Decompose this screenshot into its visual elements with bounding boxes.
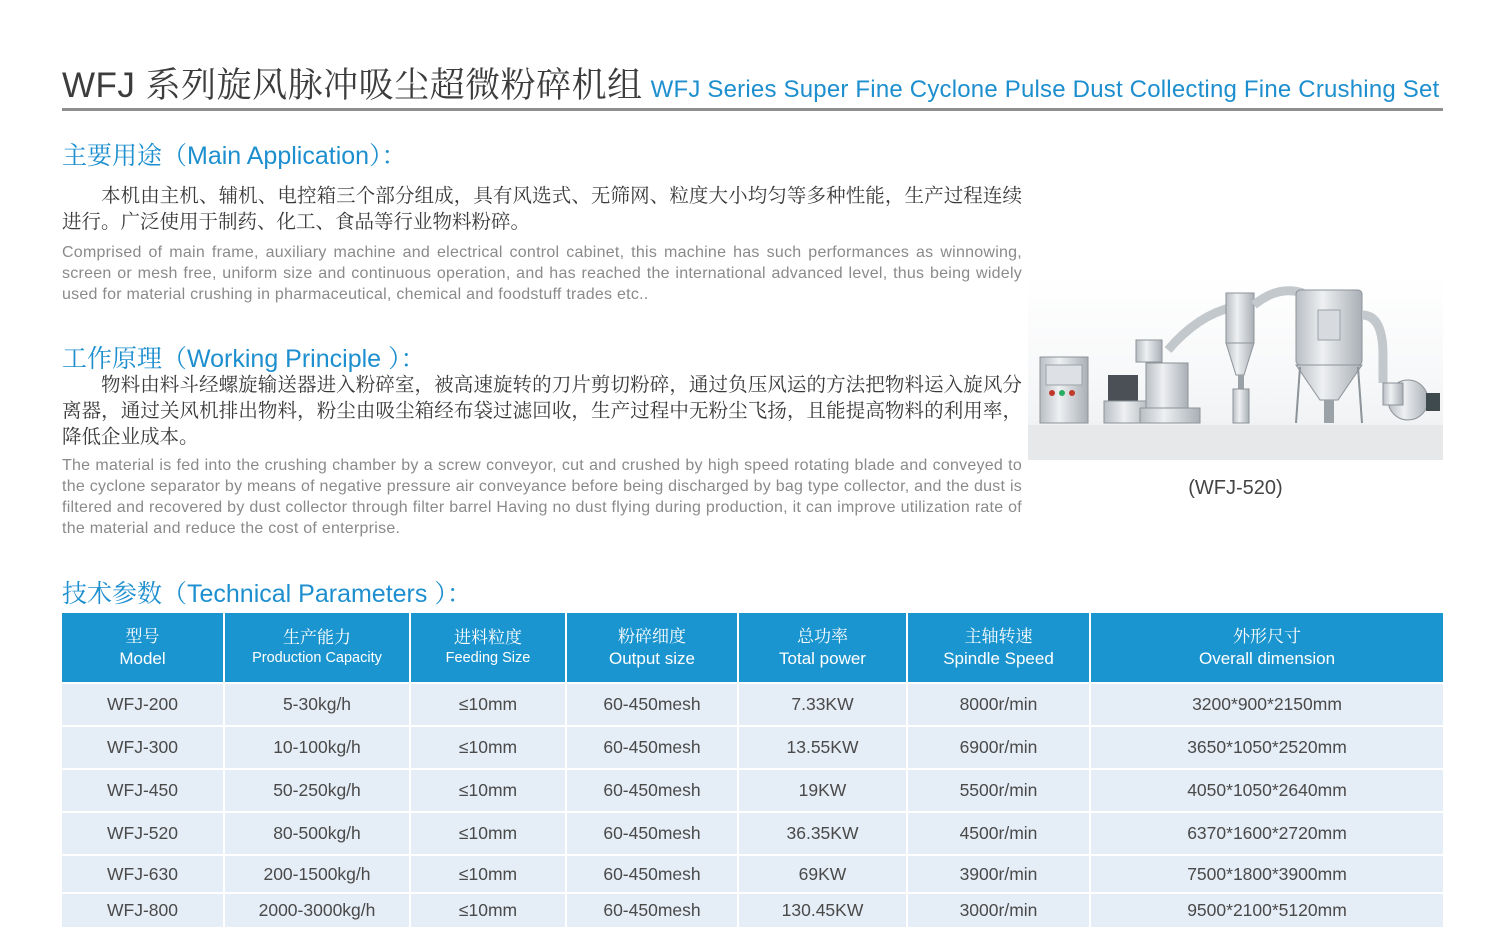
col-header-capacity: 生产能力 Production Capacity	[224, 613, 410, 683]
cell-output-size: 60-450mesh	[566, 812, 738, 855]
title-zh: WFJ 系列旋风脉冲吸尘超微粉碎机组	[62, 66, 643, 105]
cell-model: WFJ-630	[62, 855, 224, 893]
image-caption: (WFJ-520)	[1188, 477, 1283, 499]
cell-total-power: 130.45KW	[738, 893, 907, 927]
page-title	[62, 58, 1443, 105]
cell-output-size: 60-450mesh	[566, 726, 738, 769]
col-header-model: 型号 Model	[62, 613, 224, 683]
cell-total-power: 13.55KW	[738, 726, 907, 769]
parameters-table	[62, 613, 1443, 927]
cell-spindle-speed: 4500r/min	[907, 812, 1090, 855]
cell-output-size: 60-450mesh	[566, 855, 738, 893]
title-en: WFJ Series Super Fine Cyclone Pulse Dust Collecting Fine Crushing Set	[650, 76, 1440, 103]
cell-capacity: 10-100kg/h	[224, 726, 410, 769]
working-principle-zh: 物料由料斗经螺旋输送器进入粉碎室，被高速旋转的刀片剪切粉碎，通过负压风运的方法把物料运入旋风分离器，通过关风机排出物料，粉尘由吸尘箱经布袋过滤回收，生产过程中无粉尘飞扬，且能提高物料的利用率，降低企业成本。	[62, 374, 1022, 448]
cell-overall-dimension: 3650*1050*2520mm	[1090, 726, 1443, 769]
table-row	[62, 683, 1443, 726]
technical-parameters-heading: 技术参数（Technical Parameters ）：	[62, 580, 472, 608]
col-header-feeding-size: 进料粒度 Feeding Size	[410, 613, 566, 683]
cell-capacity: 2000-3000kg/h	[224, 893, 410, 927]
main-application-heading: 主要用途（Main Application）：	[62, 142, 407, 170]
cell-spindle-speed: 5500r/min	[907, 769, 1090, 812]
table-header-row	[62, 613, 1443, 683]
cell-capacity: 5-30kg/h	[224, 683, 410, 726]
cell-spindle-speed: 6900r/min	[907, 726, 1090, 769]
cell-feeding-size: ≤10mm	[410, 683, 566, 726]
table-row	[62, 769, 1443, 812]
cell-capacity: 200-1500kg/h	[224, 855, 410, 893]
table-row	[62, 893, 1443, 927]
col-header-output-size: 粉碎细度 Output size	[566, 613, 738, 683]
cell-model: WFJ-450	[62, 769, 224, 812]
cell-feeding-size: ≤10mm	[410, 893, 566, 927]
cell-total-power: 19KW	[738, 769, 907, 812]
cell-overall-dimension: 4050*1050*2640mm	[1090, 769, 1443, 812]
title-divider	[62, 108, 1443, 111]
machine-set-illustration	[1028, 275, 1443, 460]
cell-total-power: 7.33KW	[738, 683, 907, 726]
cell-total-power: 69KW	[738, 855, 907, 893]
cell-overall-dimension: 6370*1600*2720mm	[1090, 812, 1443, 855]
cell-overall-dimension: 9500*2100*5120mm	[1090, 893, 1443, 927]
cell-overall-dimension: 7500*1800*3900mm	[1090, 855, 1443, 893]
cell-feeding-size: ≤10mm	[410, 812, 566, 855]
cell-feeding-size: ≤10mm	[410, 769, 566, 812]
col-header-overall-dimension: 外形尺寸 Overall dimension	[1090, 613, 1443, 683]
cell-model: WFJ-800	[62, 893, 224, 927]
machine-set-icon	[1028, 275, 1443, 460]
cell-model: WFJ-200	[62, 683, 224, 726]
cell-capacity: 80-500kg/h	[224, 812, 410, 855]
cell-feeding-size: ≤10mm	[410, 726, 566, 769]
col-header-spindle-speed: 主轴转速 Spindle Speed	[907, 613, 1090, 683]
main-application-zh: 本机由主机、辅机、电控箱三个部分组成，具有风选式、无筛网、粒度大小均匀等多种性能，生产过程连续进行。广泛使用于制药、化工、食品等行业物料粉碎。	[62, 185, 1022, 233]
cell-overall-dimension: 3200*900*2150mm	[1090, 683, 1443, 726]
cell-feeding-size: ≤10mm	[410, 855, 566, 893]
table-row	[62, 812, 1443, 855]
table-row	[62, 855, 1443, 893]
cell-output-size: 60-450mesh	[566, 769, 738, 812]
cell-output-size: 60-450mesh	[566, 683, 738, 726]
cell-spindle-speed: 3000r/min	[907, 893, 1090, 927]
cell-model: WFJ-300	[62, 726, 224, 769]
working-principle-en: The material is fed into the crushing chamber by a screw conveyor, cut and crushed by high speed rotating blade and conveyed to the cyclone separator by means of negative pressure air conveyance before being discharged by bag type collector, and the dust is filtered and recovered by dust collector through filter barrel Having no dust flying during production, it can improve utilization rate of the material and reduce the cost of enterprise.	[62, 457, 1022, 537]
main-application-en: Comprised of main frame, auxiliary machine and electrical control cabinet, this machine has such performances as winnowing, screen or mesh free, uniform size and continuous operation, and has reached the international advanced level, thus being widely used for material crushing in pharmaceutical, chemical and foodstuff trades etc..	[62, 244, 1022, 303]
col-header-total-power: 总功率 Total power	[738, 613, 907, 683]
cell-spindle-speed: 8000r/min	[907, 683, 1090, 726]
working-principle-heading: 工作原理（Working Principle ）：	[62, 345, 426, 373]
table-row	[62, 726, 1443, 769]
cell-output-size: 60-450mesh	[566, 893, 738, 927]
cell-model: WFJ-520	[62, 812, 224, 855]
cell-capacity: 50-250kg/h	[224, 769, 410, 812]
cell-total-power: 36.35KW	[738, 812, 907, 855]
cell-spindle-speed: 3900r/min	[907, 855, 1090, 893]
